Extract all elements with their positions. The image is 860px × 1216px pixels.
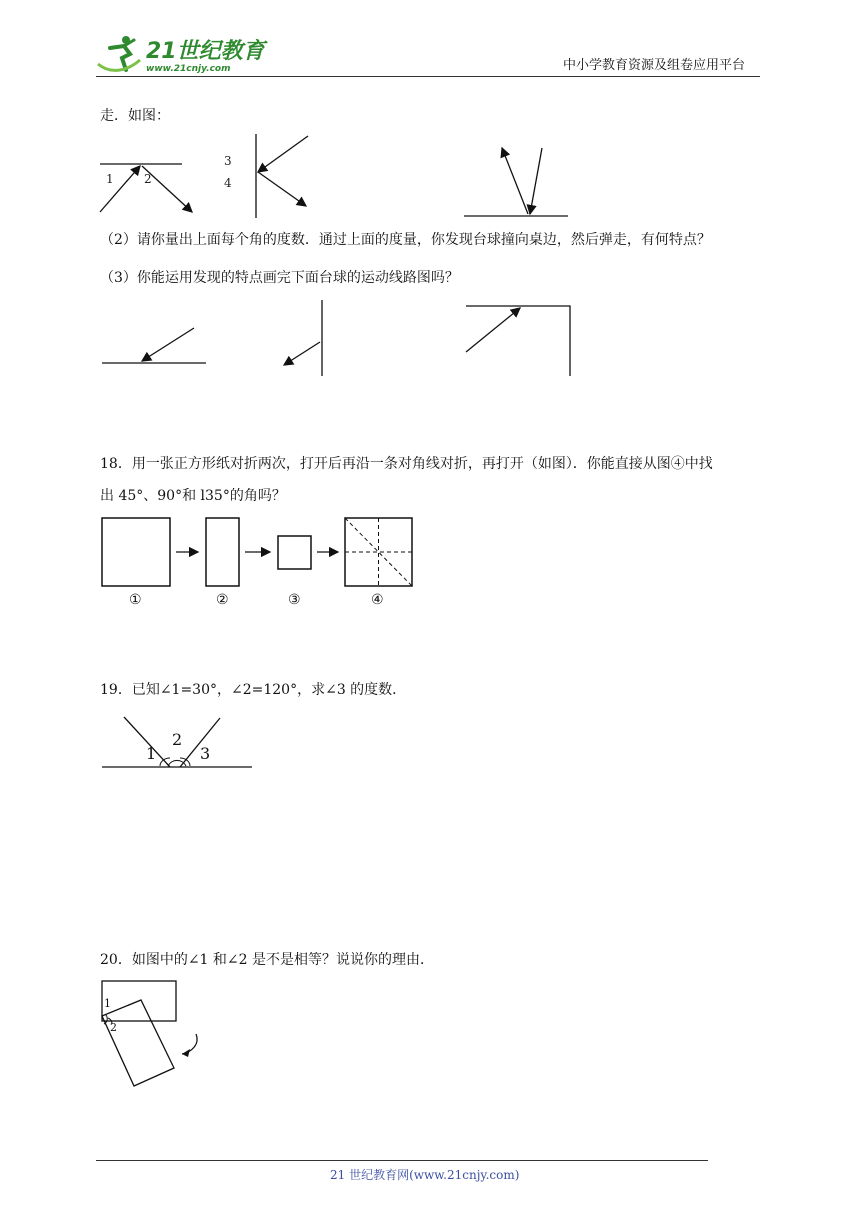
q17-fig-label-3: 3 — [224, 154, 232, 168]
q18-line2: 出 45°、90°和 l35°的角吗？ — [100, 488, 286, 504]
q17-continuation: 走．如图： — [100, 108, 170, 124]
q18-line1: 18．用一张正方形纸对折两次，打开后再沿一条对角线对折，再打开（如图）．你能直接从图④中找 — [100, 456, 713, 472]
q17-part3: （3）你能运用发现的特点画完下面台球的运动线路图吗？ — [100, 270, 459, 286]
q17-fig-label-4: 4 — [224, 176, 232, 190]
q20-label-2: 2 — [110, 1021, 117, 1034]
q17-fig-label-1: 1 — [106, 172, 114, 186]
q19-label-1: 1 — [146, 744, 157, 763]
footer-rule — [96, 1160, 708, 1161]
q18-step-label-4: ④ — [371, 592, 384, 608]
q18-step-label-1: ① — [129, 592, 142, 608]
footer-text: 21 世纪教育网(www.21cnjy.com) — [330, 1168, 520, 1182]
q17-part2: （2）请你量出上面每个角的度数．通过上面的度量，你发现台球撞向桌边，然后弹走，有何特点？ — [100, 232, 711, 248]
q18-step-label-3: ③ — [288, 592, 301, 608]
q18-step-label-2: ② — [216, 592, 229, 608]
q20-text: 20．如图中的∠1 和∠2 是不是相等？说说你的理由． — [100, 952, 434, 968]
logo-main-text: 21世纪教育 — [146, 39, 265, 64]
logo-sub-text: www.21cnjy.com — [146, 64, 231, 74]
q17-fig-label-2: 2 — [144, 172, 152, 186]
q19-label-3: 3 — [200, 744, 211, 763]
q19-text: 19．已知∠1=30°，∠2=120°，求∠3 的度数． — [100, 682, 407, 698]
platform-name: 中小学教育资源及组卷应用平台 — [563, 58, 746, 73]
q20-label-1: 1 — [104, 997, 111, 1010]
q19-label-2: 2 — [172, 730, 183, 749]
